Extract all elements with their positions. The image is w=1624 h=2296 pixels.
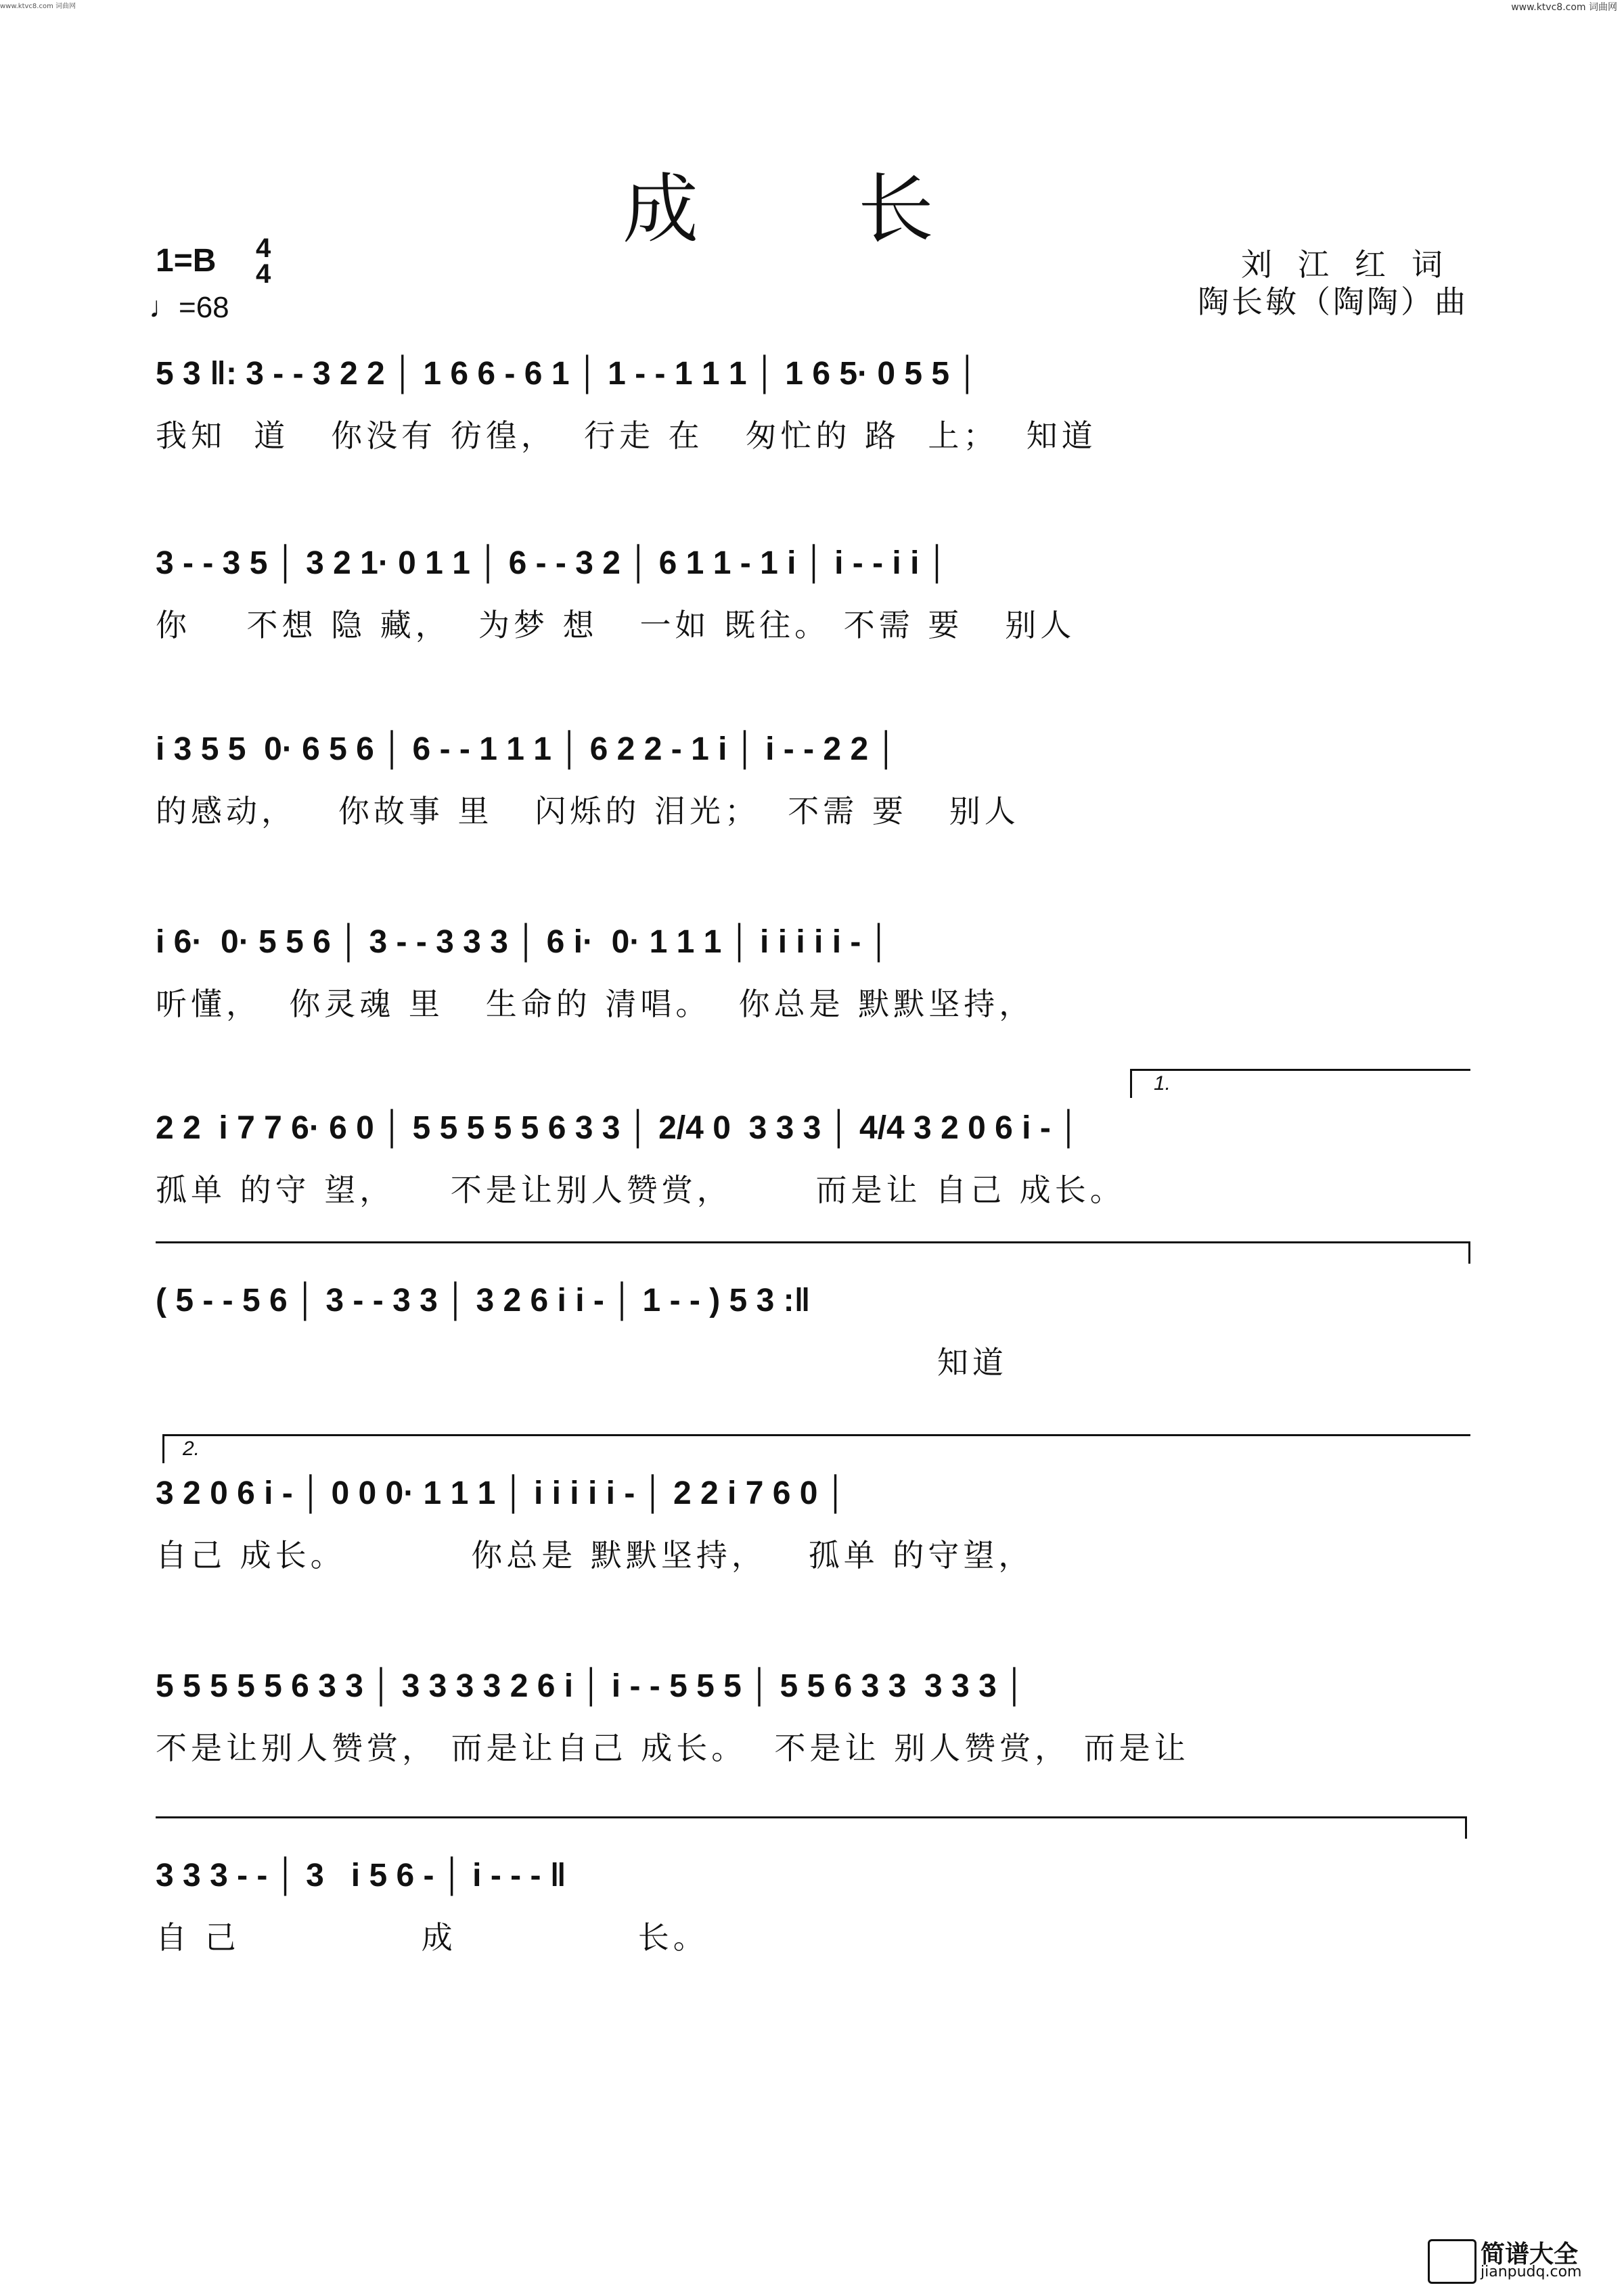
- header-left-tag: www.ktvc8.com 词曲网: [0, 3, 76, 10]
- lyrics-line: 的感动， 你故事 里 闪烁的 泪光； 不需 要 别人: [156, 793, 1020, 829]
- score-system-9: [156, 1857, 1475, 1958]
- key-signature: 1=B: [156, 243, 217, 279]
- notes-line: ( 5 - - 5 6 │ 3 - - 3 3 │ 3 2 6 i i - │ 1 - - ) 5 3 :‖: [156, 1283, 811, 1318]
- score-system-8: [156, 1668, 1475, 1768]
- notes-line: 3 - - 3 5 │ 3 2 1· 0 1 1 │ 6 - - 3 2 │ 6 1 1 - 1 i │ i - - i i │: [156, 545, 949, 581]
- lyrics-line: 自 己 成 长。: [156, 1919, 708, 1956]
- notes-line: 3 2 0 6 i - │ 0 0 0· 1 1 1 │ i i i i i - │ 2 2 i 7 6 0 │: [156, 1475, 847, 1511]
- score-system-7: [156, 1475, 1475, 1576]
- lyrics-line: 你 不想 隐 藏， 为梦 想 一如 既往。 不需 要 别人: [156, 607, 1076, 643]
- lyrics-line: 我知 道 你没有 彷徨， 行走 在 匆忙的 路 上； 知道: [156, 417, 1097, 454]
- time-signature-bottom: 4: [256, 259, 271, 289]
- notes-line: i 6· 0· 5 5 6 │ 3 - - 3 3 3 │ 6 i· 0· 1 1 1 │ i i i i i - │: [156, 924, 890, 960]
- score-system-6: [156, 1282, 1475, 1383]
- time-signature-top: 4: [256, 233, 271, 263]
- time-signature: [256, 235, 271, 287]
- watermark-logo: [1428, 2234, 1597, 2282]
- piano-icon: [1428, 2239, 1476, 2284]
- lyrics-line: 不是让别人赞赏， 而是让自己 成长。 不是让 别人赞赏， 而是让: [156, 1730, 1190, 1766]
- lyricist-credit: 刘江红词: [1241, 246, 1468, 283]
- lyrics-line: 孤单 的守 望， 不是让别人赞赏， 而是让 自己 成长。: [156, 1172, 1125, 1208]
- score-system-3: [156, 731, 1475, 831]
- final-bracket: [156, 1816, 1467, 1839]
- score-system-5: [156, 1109, 1475, 1210]
- notes-line: 2 2 i 7 7 6· 6 0 │ 5 5 5 5 5 6 3 3 │ 2/4 0 3 3 3 │ 4/4 3 2 0 6 i - │: [156, 1110, 1081, 1146]
- lyrics-line: 听懂， 你灵魂 里 生命的 清唱。 你总是 默默坚持，: [156, 986, 1035, 1022]
- score-system-1: [156, 355, 1475, 456]
- watermark-brand: 简谱大全: [1481, 2241, 1579, 2268]
- second-ending-bracket: [162, 1434, 1470, 1463]
- notes-line: 3 3 3 - - │ 3 i 5 6 - │ i - - - ‖: [156, 1858, 566, 1893]
- first-ending-bracket-continued: [156, 1241, 1470, 1264]
- score-system-2: [156, 545, 1475, 645]
- notes-line: 5 5 5 5 5 6 3 3 │ 3 3 3 3 2 6 i │ i - - 5 5 5 │ 5 5 6 3 3 3 3 3 │: [156, 1668, 1027, 1704]
- tempo-marking: ♩=68: [149, 291, 229, 324]
- first-ending-bracket: [1130, 1069, 1470, 1098]
- lyrics-line: 自己 成长。 你总是 默默坚持， 孤单 的守望，: [156, 1537, 1034, 1574]
- lyrics-line: 知道: [156, 1344, 1008, 1381]
- notes-line: i 3 5 5 0· 6 5 6 │ 6 - - 1 1 1 │ 6 2 2 - 1 i │ i - - 2 2 │: [156, 731, 898, 767]
- first-ending-label: 1.: [1154, 1072, 1171, 1095]
- score-system-4: [156, 923, 1475, 1024]
- header-right-tag: www.ktvc8.com 词曲网: [1511, 2, 1617, 13]
- watermark-site: jianpudq.com: [1481, 2264, 1582, 2280]
- second-ending-label: 2.: [183, 1438, 200, 1460]
- song-title: 成 长: [623, 166, 1001, 254]
- notes-line: 5 3 ‖: 3 - - 3 2 2 │ 1 6 6 - 6 1 │ 1 - - 1 1 1 │ 1 6 5· 0 5 5 │: [156, 356, 979, 392]
- composer-credit: 陶长敏（陶陶）曲: [1198, 283, 1468, 320]
